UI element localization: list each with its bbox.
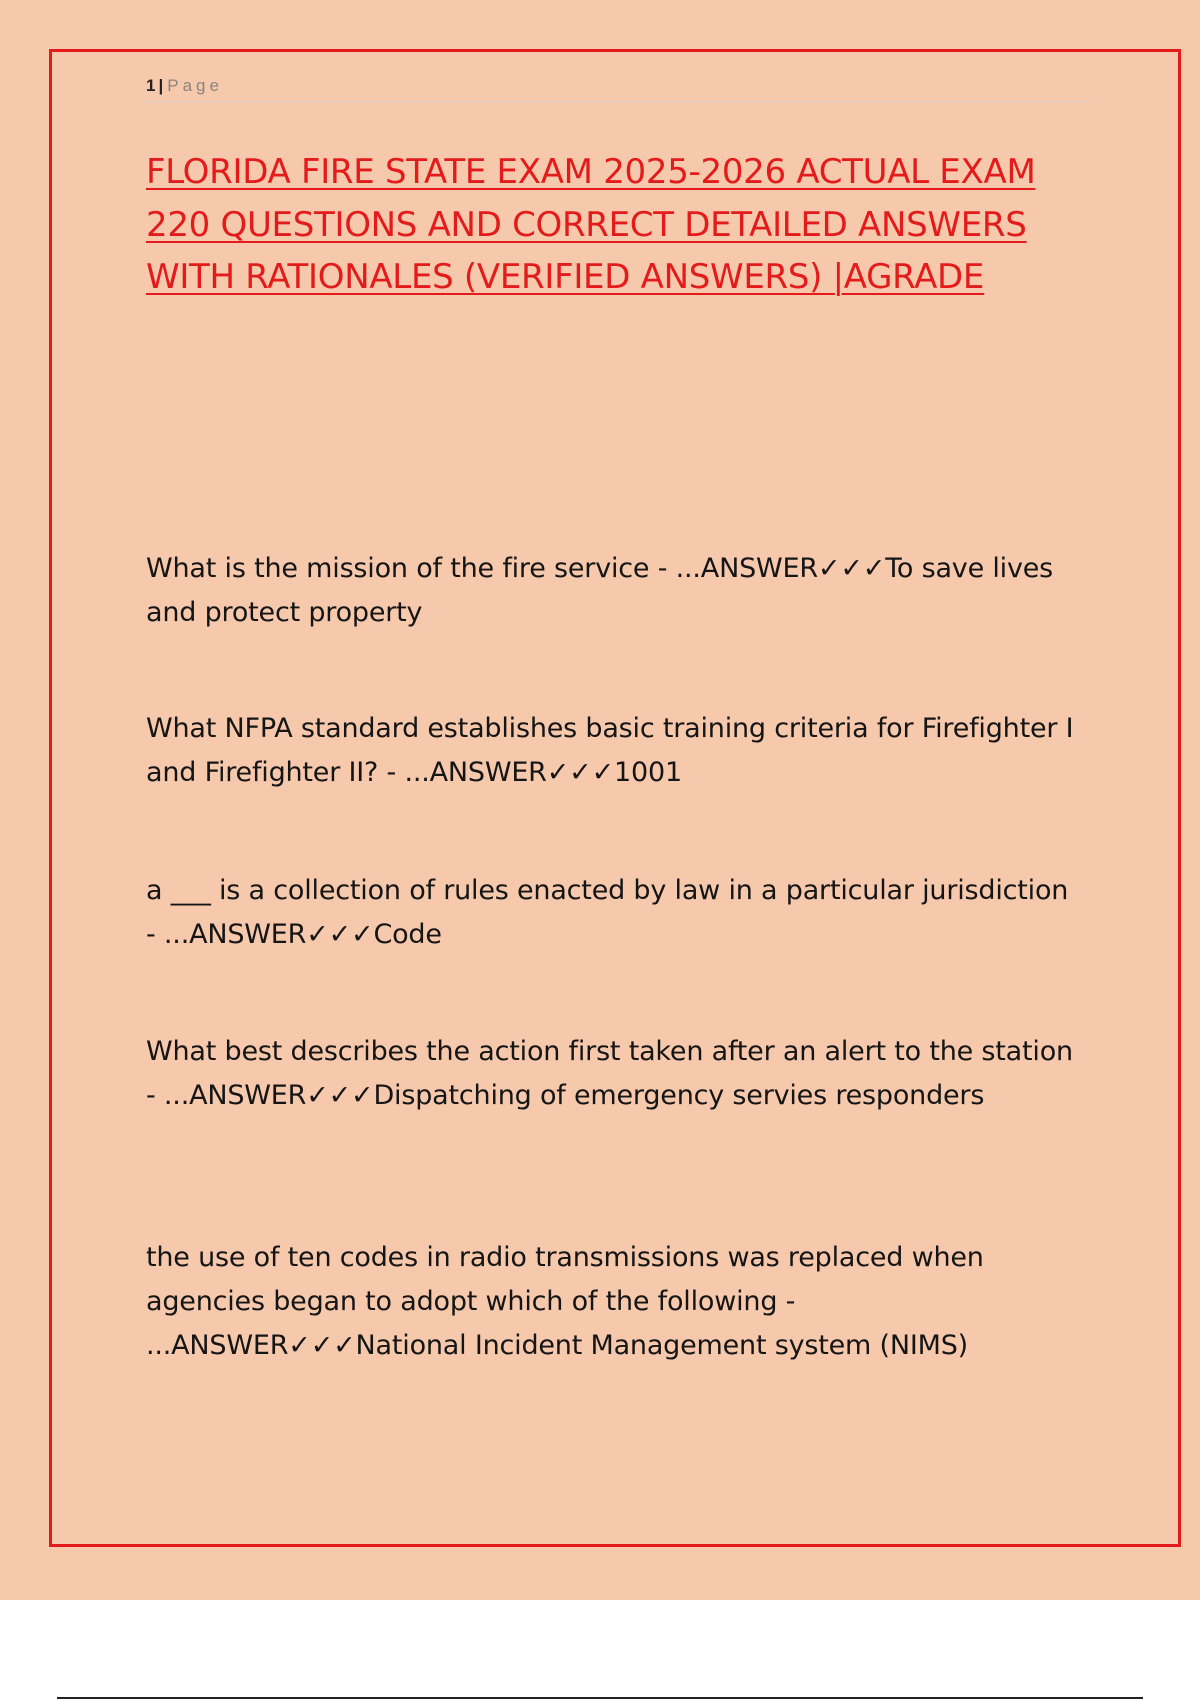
page-header <box>146 73 1090 102</box>
document-title: FLORIDA FIRE STATE EXAM 2025-2026 ACTUAL EXAM 220 QUESTIONS AND CORRECT DETAILED ANSWERS WITH RATIONALES (VERIFIED ANSWERS) |AGRADE <box>146 152 1036 297</box>
question-answer-3: a ___ is a collection of rules enacted by law in a particular jurisdiction - ...ANSWER✓✓✓Code <box>146 875 1069 950</box>
next-page-rule <box>57 1697 1143 1699</box>
question-answer-2: What NFPA standard establishes basic training criteria for Firefighter I and Firefighter II? - ...ANSWER✓✓✓1001 <box>146 713 1074 788</box>
question-answer-5: the use of ten codes in radio transmissions was replaced when agencies began to adopt which of the following - ...ANSWER✓✓✓National Incident Management system (NIMS) <box>146 1242 984 1361</box>
page-number: 1 <box>146 76 156 95</box>
page-separator: | <box>158 76 164 95</box>
question-answer-1: What is the mission of the fire service - ...ANSWER✓✓✓To save lives and protect property <box>146 553 1054 628</box>
page-label: Page <box>167 76 223 95</box>
question-answer-4: What best describes the action first taken after an alert to the station - ...ANSWER✓✓✓Dispatching of emergency servies responders <box>146 1036 1073 1111</box>
